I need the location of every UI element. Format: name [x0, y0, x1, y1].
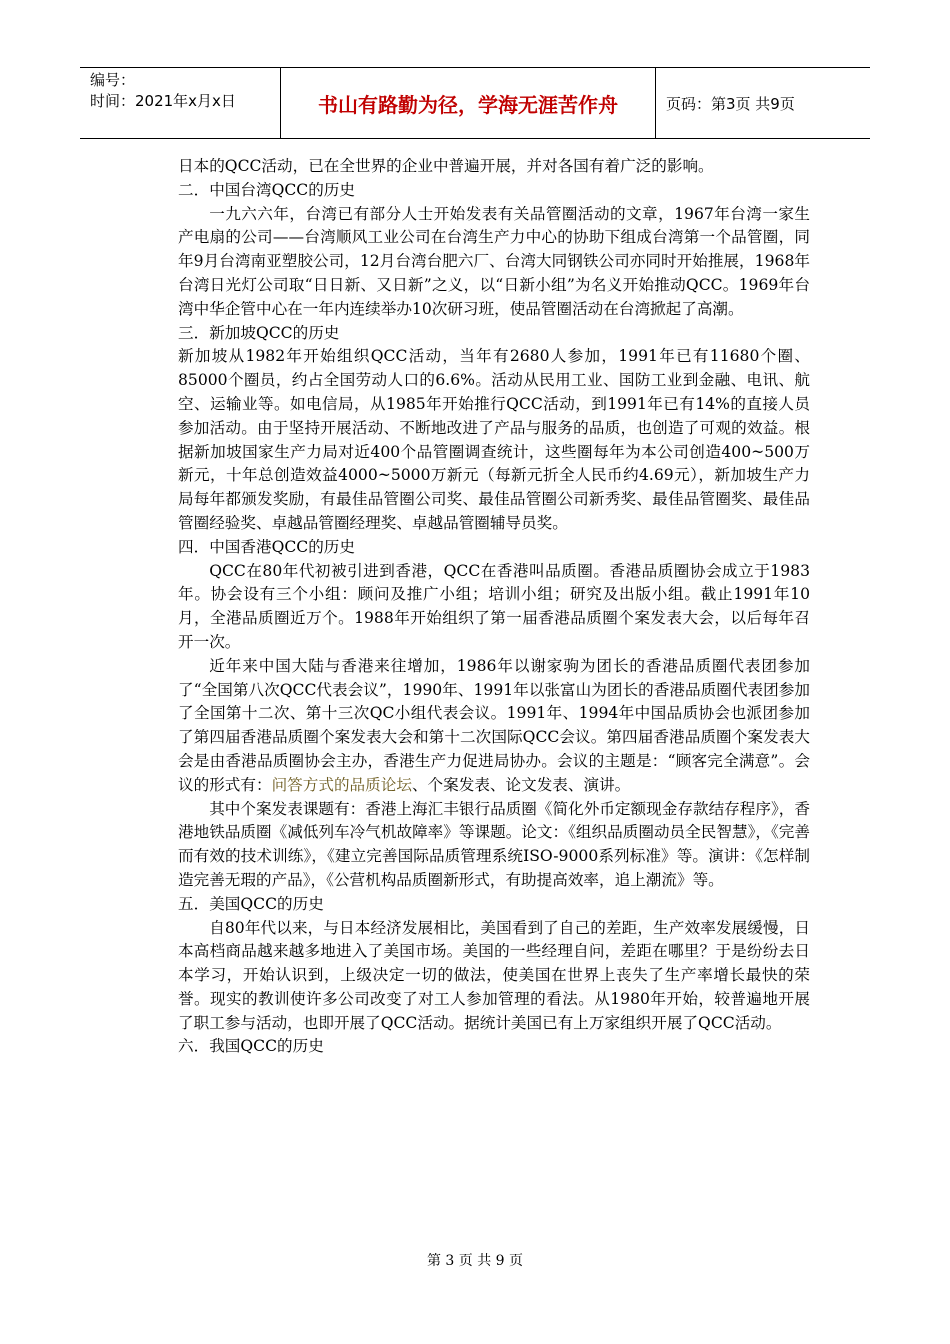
paragraph: 一九六六年，台湾已有部分人士开始发表有关品管圈活动的文章，1967年台湾一家生产电扇的公司——台湾顺风工业公司在台湾生产力中心的协助下组成台湾第一个品管圈，同年9月台湾南亚塑胶公司，12月台湾台肥六厂、台湾大同钢铁公司亦同时开始推展，1968年台湾日光灯公司取“日日新、又日新”之义，以“日新小组”为名义开始推动QCC。1969年台湾中华企管中心在一年内连续举办10次研习班，使品管圈活动在台湾掀起了高潮。 — [178, 204, 810, 318]
paragraph-text: 近年来中国大陆与香港来往增加，1986年以谢家驹为团长的香港品质圈代表团参加了“全国第八次QCC代表会议”，1990年、1991年以张富山为团长的香港品质圈代表团参加了全国第十二次、第十三次QC小组代表会议。1991年、1994年中国品质协会也派团参加了第四届香港品质圈个案发表大会和第十二次国际QCC会议。第四届香港品质圈个案发表大会是由香港品质圈协会主办，香港生产力促进局协办。会议的主题是：“顾客完全满意”。会议的形式有： — [178, 656, 810, 794]
footer-page-number: 第 3 页 共 9 页 — [426, 1253, 524, 1269]
paragraph: 其中个案发表课题有：香港上海汇丰银行品质圈《简化外币定额现金存款结存程序》，香港地铁品质圈《减低列车冷气机故障率》等课题。论文：《组织品质圈动员全民智慧》，《完善而有效的技术训练》，《建立完善国际品质管理系统ISO-9000系列标准》等。演讲：《怎样制造完善无瑕的产品》，《公营机构品质圈新形式，有助提高效率，追上潮流》等。 — [178, 799, 810, 889]
section-heading: 五．美国QCC的历史 — [178, 894, 324, 913]
section-heading: 二．中国台湾QCC的历史 — [178, 180, 355, 199]
paragraph — [178, 655, 810, 798]
header-motto-cell — [281, 68, 656, 138]
document-number-label: 编号： — [90, 71, 136, 89]
page-footer — [0, 1250, 950, 1270]
header-meta — [80, 68, 281, 138]
paragraph: 日本的QCC活动，已在全世界的企业中普遍开展，并对各国有着广泛的影响。 — [178, 157, 714, 175]
header-motto: 书山有路勤为径，学海无涯苦作舟 — [318, 92, 618, 117]
paragraph: 自80年代以来，与日本经济发展相比，美国看到了自己的差距，生产效率发展缓慢，日本高档商品越来越多地进入了美国市场。美国的一些经理自问，差距在哪里？于是纷纷去日本学习，开始认识到，上级决定一切的做法，使美国在世界上丧失了生产率增长最快的荣誉。现实的教训使许多公司改变了对工人参加管理的看法。从1980年开始，较普遍地开展了职工参与活动，也即开展了QCC活动。据统计美国已有上万家组织开展了QCC活动。 — [178, 918, 810, 1032]
paragraph: 新加坡从1982年开始组织QCC活动，当年有2680人参加，1991年已有11680个圈、85000个圈员，约占全国劳动人口的6.6%。活动从民用工业、国防工业到金融、电讯、航空、运输业等。如电信局，从1985年开始推行QCC活动，到1991年已有14%的直接人员参加活动。由于坚持开展活动、不断地改进了产品与服务的品质，也创造了可观的效益。根据新加坡国家生产力局对近400个品管圈调查统计，这些圈每年为本公司创造400~500万新元，十年总创造效益4000~5000万新元（每新元折全人民币约4.69元），新加坡生产力局每年都颁发奖励，有最佳品管圈公司奖、最佳品管圈公司新秀奖、最佳品管圈奖、最佳品管圈经验奖、卓越品管圈经理奖、卓越品管圈辅导员奖。 — [178, 347, 810, 532]
document-date-label: 时间：2021年x月x日 — [90, 92, 236, 110]
section-heading: 四．中国香港QCC的历史 — [178, 537, 355, 556]
header-page-number: 页码：第3页 共9页 — [666, 94, 795, 113]
section-heading: 六．我国QCC的历史 — [178, 1037, 324, 1056]
paragraph-text: 、个案发表、论文发表、演讲。 — [411, 775, 631, 794]
page-header — [80, 67, 870, 139]
paragraph: QCC在80年代初被引进到香港，QCC在香港叫品质圈。香港品质圈协会成立于1983年。协会设有三个小组：顾问及推广小组；培训小组；研究及出版小组。截止1991年10月，全港品质圈近万个。1988年开始组织了第一届香港品质圈个案发表大会，以后每年召开一次。 — [178, 561, 810, 651]
document-body — [178, 155, 810, 1059]
section-heading: 三．新加坡QCC的历史 — [178, 323, 340, 342]
forum-link[interactable]: 问答方式的品质论坛 — [271, 775, 412, 794]
